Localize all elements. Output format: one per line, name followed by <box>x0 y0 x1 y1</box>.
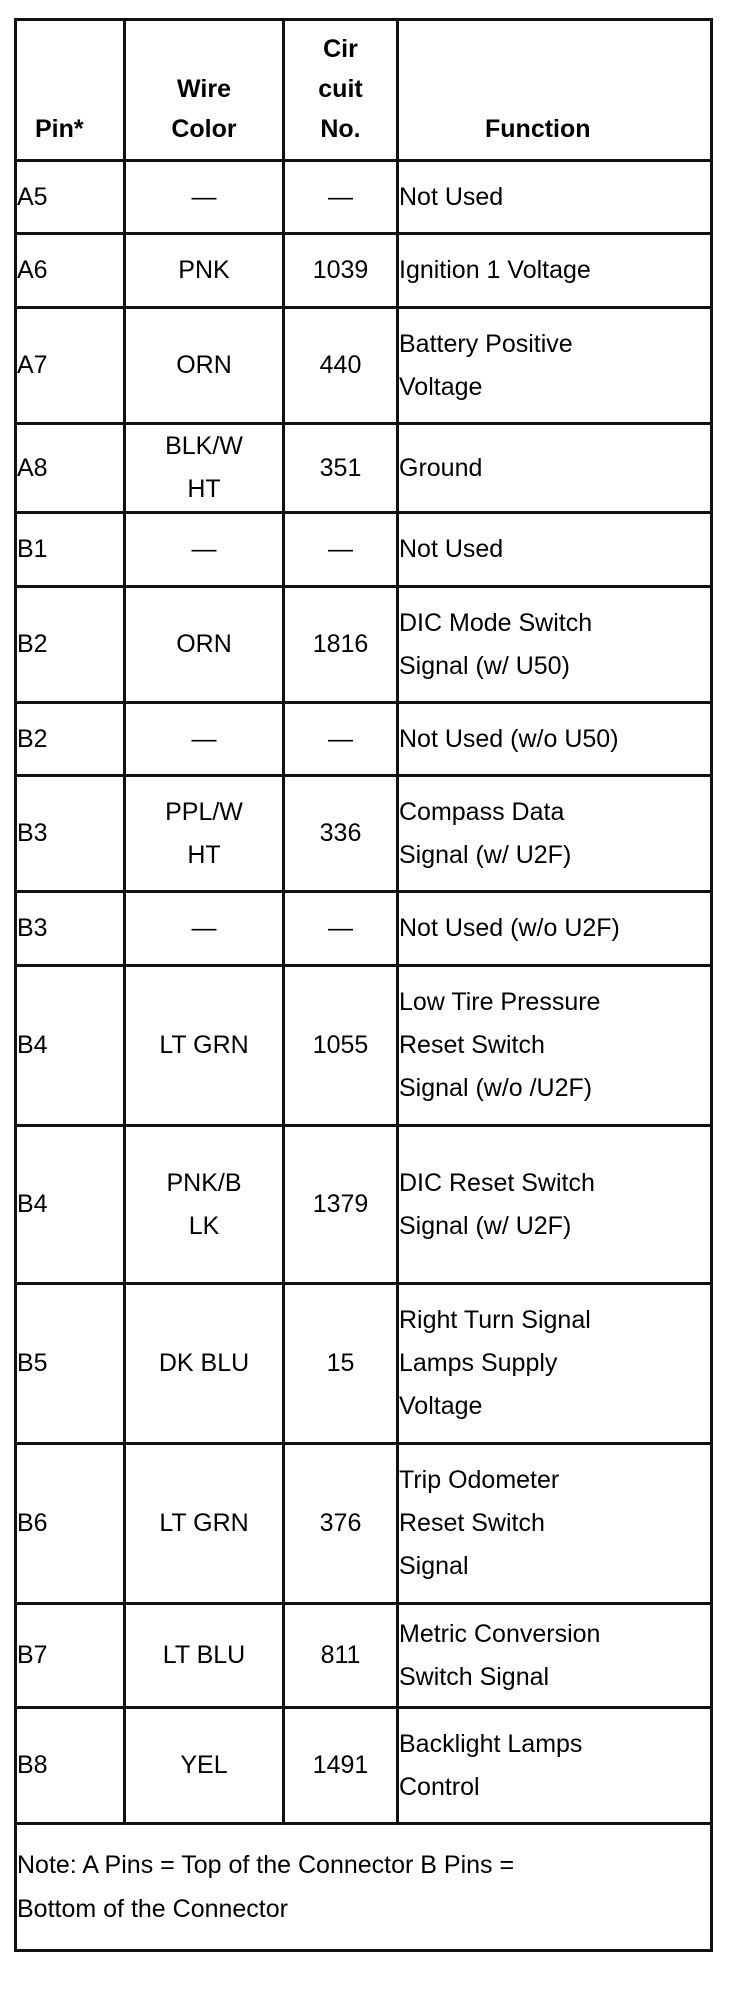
function-text: Signal (w/o /U2F) <box>399 1074 593 1102</box>
function-cell <box>398 966 712 1126</box>
table-row <box>16 308 712 424</box>
header-row <box>16 20 712 161</box>
wire-color-cell <box>125 892 284 966</box>
function-cell <box>398 161 712 234</box>
wire-color-cell <box>125 234 284 308</box>
function-text: Voltage <box>399 372 483 401</box>
function-cell <box>398 1708 712 1824</box>
function-text: Right Turn Signal <box>399 1306 591 1334</box>
pin-cell: B2 <box>16 587 125 703</box>
wire-color-cell <box>125 776 284 892</box>
connector-pinout-table-container <box>14 18 710 1952</box>
function-text: Ground <box>399 453 483 482</box>
circuit-number-cell: 811 <box>284 1604 398 1708</box>
function-text: Not Used (w/o U50) <box>399 724 619 753</box>
circuit-number-cell: 1379 <box>284 1126 398 1284</box>
wire-color-text: — <box>191 535 217 563</box>
function-text: Metric Conversion <box>399 1619 601 1648</box>
circuit-number-cell: — <box>284 703 398 776</box>
function-text: Signal (w/ U2F) <box>399 840 572 869</box>
wire-color-cell <box>125 1284 284 1444</box>
wire-color-cell <box>125 513 284 587</box>
circuit-number-cell: 376 <box>284 1444 398 1604</box>
function-cell <box>398 587 712 703</box>
circuit-number-cell: 1816 <box>284 587 398 703</box>
table-row <box>16 892 712 966</box>
function-text: Low Tire Pressure <box>399 988 601 1016</box>
wire-color-cell <box>125 703 284 776</box>
function-cell <box>398 1284 712 1444</box>
table-body <box>16 161 712 1824</box>
table-row <box>16 1284 712 1444</box>
wire-color-cell <box>125 1444 284 1604</box>
function-text: Not Used <box>399 535 504 563</box>
function-text: Switch Signal <box>399 1662 550 1691</box>
wire-color-cell <box>125 424 284 513</box>
circuit-number-cell: 1055 <box>284 966 398 1126</box>
function-text: DIC Mode Switch <box>399 608 593 637</box>
wire-color-text: LT GRN <box>159 1509 249 1537</box>
wire-color-text: HT <box>187 840 221 869</box>
wire-color-cell <box>125 161 284 234</box>
pin-cell: B4 <box>16 1126 125 1284</box>
function-text: Trip Odometer <box>399 1466 560 1494</box>
wire-color-text: — <box>191 914 217 942</box>
circuit-number-cell: 336 <box>284 776 398 892</box>
pin-cell: B6 <box>16 1444 125 1604</box>
wire-color-cell <box>125 966 284 1126</box>
pin-cell: B3 <box>16 776 125 892</box>
wire-color-text: — <box>191 724 217 753</box>
table-row <box>16 424 712 513</box>
circuit-number-cell: 351 <box>284 424 398 513</box>
function-text: DIC Reset Switch <box>399 1168 595 1197</box>
wire-color-text: ORN <box>176 351 232 379</box>
function-text: Signal (w/ U2F) <box>399 1211 572 1240</box>
wire-color-text: PPL/W <box>165 797 243 826</box>
circuit-number-cell: 440 <box>284 308 398 424</box>
function-text: Reset Switch <box>399 1031 545 1059</box>
table-row <box>16 1126 712 1284</box>
wire-color-cell <box>125 587 284 703</box>
function-text: Signal <box>399 1552 469 1580</box>
circuit-number-cell: — <box>284 513 398 587</box>
function-cell <box>398 776 712 892</box>
note-line-2: Bottom of the Connector <box>17 1895 288 1923</box>
table-row <box>16 703 712 776</box>
header-wire-line2: Color <box>171 115 237 143</box>
function-cell <box>398 1604 712 1708</box>
function-cell <box>398 308 712 424</box>
function-cell <box>398 1126 712 1284</box>
pin-cell: A8 <box>16 424 125 513</box>
header-function <box>398 20 712 161</box>
wire-color-cell <box>125 1604 284 1708</box>
function-cell <box>398 703 712 776</box>
pin-cell: B1 <box>16 513 125 587</box>
header-cir-line2: cuit <box>318 75 363 103</box>
table-row <box>16 587 712 703</box>
circuit-number-cell: — <box>284 161 398 234</box>
function-text: Signal (w/ U50) <box>399 651 570 680</box>
function-text: Not Used <box>399 182 504 211</box>
pin-cell: B3 <box>16 892 125 966</box>
pin-cell: B4 <box>16 966 125 1126</box>
header-pin <box>16 20 125 161</box>
header-function-label: Function <box>485 115 591 143</box>
pin-cell: B7 <box>16 1604 125 1708</box>
pin-cell: B2 <box>16 703 125 776</box>
pin-cell: A7 <box>16 308 125 424</box>
function-cell <box>398 424 712 513</box>
table-row <box>16 161 712 234</box>
circuit-number-cell: — <box>284 892 398 966</box>
table-row <box>16 1604 712 1708</box>
function-text: Not Used (w/o U2F) <box>399 914 620 942</box>
wire-color-cell <box>125 1708 284 1824</box>
circuit-number-cell: 1491 <box>284 1708 398 1824</box>
function-text: Reset Switch <box>399 1509 545 1537</box>
wire-color-text: ORN <box>176 630 232 658</box>
function-text: Battery Positive <box>399 329 573 358</box>
function-cell <box>398 234 712 308</box>
wire-color-cell <box>125 1126 284 1284</box>
function-cell <box>398 892 712 966</box>
function-text: Compass Data <box>399 797 565 826</box>
note-cell <box>16 1824 712 1951</box>
function-cell <box>398 1444 712 1604</box>
wire-color-text: — <box>191 182 217 211</box>
table-row <box>16 776 712 892</box>
header-circuit-no <box>284 20 398 161</box>
circuit-number-cell: 15 <box>284 1284 398 1444</box>
header-cir-line3: No. <box>320 115 361 143</box>
table-row <box>16 513 712 587</box>
header-wire-color <box>125 20 284 161</box>
pin-cell: B8 <box>16 1708 125 1824</box>
wire-color-text: YEL <box>180 1751 228 1779</box>
function-text: Lamps Supply <box>399 1349 558 1377</box>
table-row <box>16 1444 712 1604</box>
function-text: Backlight Lamps <box>399 1729 583 1758</box>
circuit-number-cell: 1039 <box>284 234 398 308</box>
header-wire-line1: Wire <box>177 75 231 103</box>
note-row <box>16 1824 712 1951</box>
function-text: Voltage <box>399 1392 483 1420</box>
function-text: Ignition 1 Voltage <box>399 256 591 284</box>
wire-color-text: LT GRN <box>159 1031 249 1059</box>
header-cir-line1: Cir <box>323 35 358 63</box>
wire-color-text: BLK/W <box>165 432 243 460</box>
function-cell <box>398 513 712 587</box>
table-row <box>16 1708 712 1824</box>
wire-color-text: DK BLU <box>158 1349 250 1377</box>
header-pin-label: Pin* <box>35 115 84 143</box>
wire-color-text: PNK <box>178 256 230 284</box>
pin-cell: A6 <box>16 234 125 308</box>
wire-color-text: HT <box>187 475 221 503</box>
table-row <box>16 234 712 308</box>
wire-color-cell <box>125 308 284 424</box>
wire-color-text: LK <box>188 1211 220 1240</box>
wire-color-text: PNK/B <box>166 1168 242 1197</box>
function-text: Control <box>399 1772 480 1801</box>
pin-cell: A5 <box>16 161 125 234</box>
wire-color-text: LT BLU <box>162 1641 246 1669</box>
pin-cell: B5 <box>16 1284 125 1444</box>
connector-pinout-table <box>14 18 713 1952</box>
note-line-1: Note: A Pins = Top of the Connector B Pins = <box>17 1851 515 1879</box>
table-row <box>16 966 712 1126</box>
